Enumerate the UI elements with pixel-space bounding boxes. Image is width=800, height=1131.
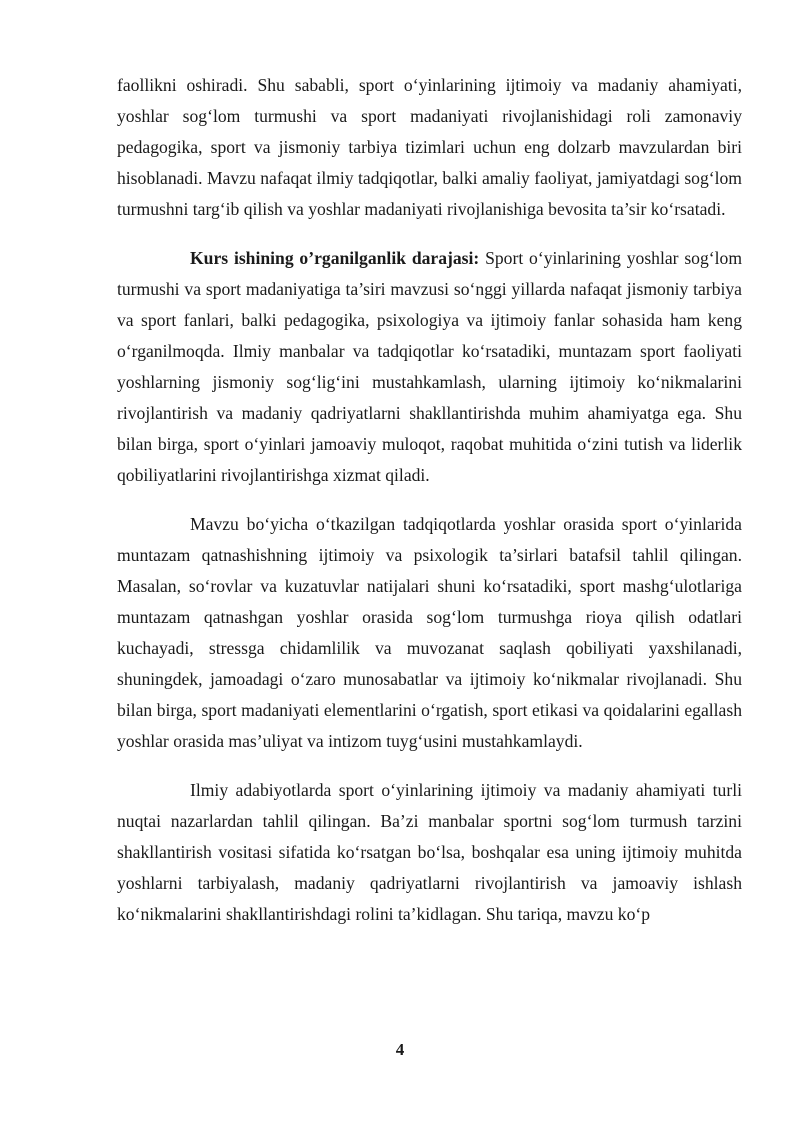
- paragraph-text: Ilmiy adabiyotlarda sport o‘yinlarining ijtimoiy va madaniy ahamiyati turli nuqtai nazarlardan tahlil qilingan. Ba’zi manbalar sportni sog‘lom turmush tarzini shakllantirish vositasi sifatida ko‘rsatgan bo‘lsa, boshqalar esa uning ijtimoiy muhitda yoshlarni tarbiyalash, madaniy qadriyatlarni rivojlantirish va jamoaviy ishlash ko‘nikmalarini shakllantirishdagi rolini ta’kidlagan. Shu tariqa, mavzu ko‘p: [117, 780, 742, 924]
- paragraph-study-level: [117, 243, 742, 491]
- paragraph-text: Mavzu bo‘yicha o‘tkazilgan tadqiqotlarda yoshlar orasida sport o‘yinlarida muntazam qatnashishning ijtimoiy va psixologik ta’sirlari batafsil tahlil qilingan. Masalan, so‘rovlar va kuzatuvlar natijalari shuni ko‘rsatadiki, sport mashg‘ulotlariga muntazam qatnashgan yoshlar orasida sog‘lom turmushga rioya qilish odatlari kuchayadi, stressga chidamlilik va muvozanat saqlash qobiliyati yaxshilanadi, shuningdek, jamoadagi o‘zaro munosabatlar va ijtimoiy ko‘nikmalar rivojlanadi. Shu bilan birga, sport madaniyati elementlarini o‘rgatish, sport etikasi va qoidalarini egallash yoshlar orasida mas’uliyat va intizom tuyg‘usini mustahkamlaydi.: [117, 514, 742, 751]
- paragraph-text: Sport o‘yinlarining yoshlar sog‘lom turmushi va sport madaniyatiga ta’siri mavzusi so‘nggi yillarda nafaqat jismoniy tarbiya va sport fanlari, balki pedagogika, psixologiya va ijtimoiy fanlar sohasida ham keng o‘rganilmoqda. Ilmiy manbalar va tadqiqotlar ko‘rsatadiki, muntazam sport faoliyati yoshlarning jismoniy sog‘lig‘ini mustahkamlash, ularning ijtimoiy ko‘nikmalarini rivojlantirish va madaniy qadriyatlarni shakllantirishda muhim ahamiyatga ega. Shu bilan birga, sport o‘yinlari jamoaviy muloqot, raqobat muhitida o‘zini tutish va liderlik qobiliyatlarini rivojlantirishga xizmat qiladi.: [117, 248, 743, 485]
- paragraph-research-findings: [117, 509, 742, 757]
- paragraph-literature-review: [117, 775, 742, 930]
- paragraph-intro-continuation: [117, 70, 742, 225]
- paragraph-heading: Kurs ishining o’rganilganlik darajasi:: [190, 248, 480, 268]
- paragraph-text: faollikni oshiradi. Shu sababli, sport o‘yinlarining ijtimoiy va madaniy ahamiyati, yoshlar sog‘lom turmushi va sport madaniyati rivojlanishidagi roli zamonaviy pedagogika, sport va jismoniy tarbiya tizimlari uchun eng dolzarb mavzulardan biri hisoblanadi. Mavzu nafaqat ilmiy tadqiqotlar, balki amaliy faoliyat, jamiyatdagi sog‘lom turmushni targ‘ib qilish va yoshlar madaniyati rivojlanishiga bevosita ta’sir ko‘rsatadi.: [117, 75, 742, 219]
- document-page: [117, 70, 742, 948]
- page-number: 4: [395, 1040, 405, 1059]
